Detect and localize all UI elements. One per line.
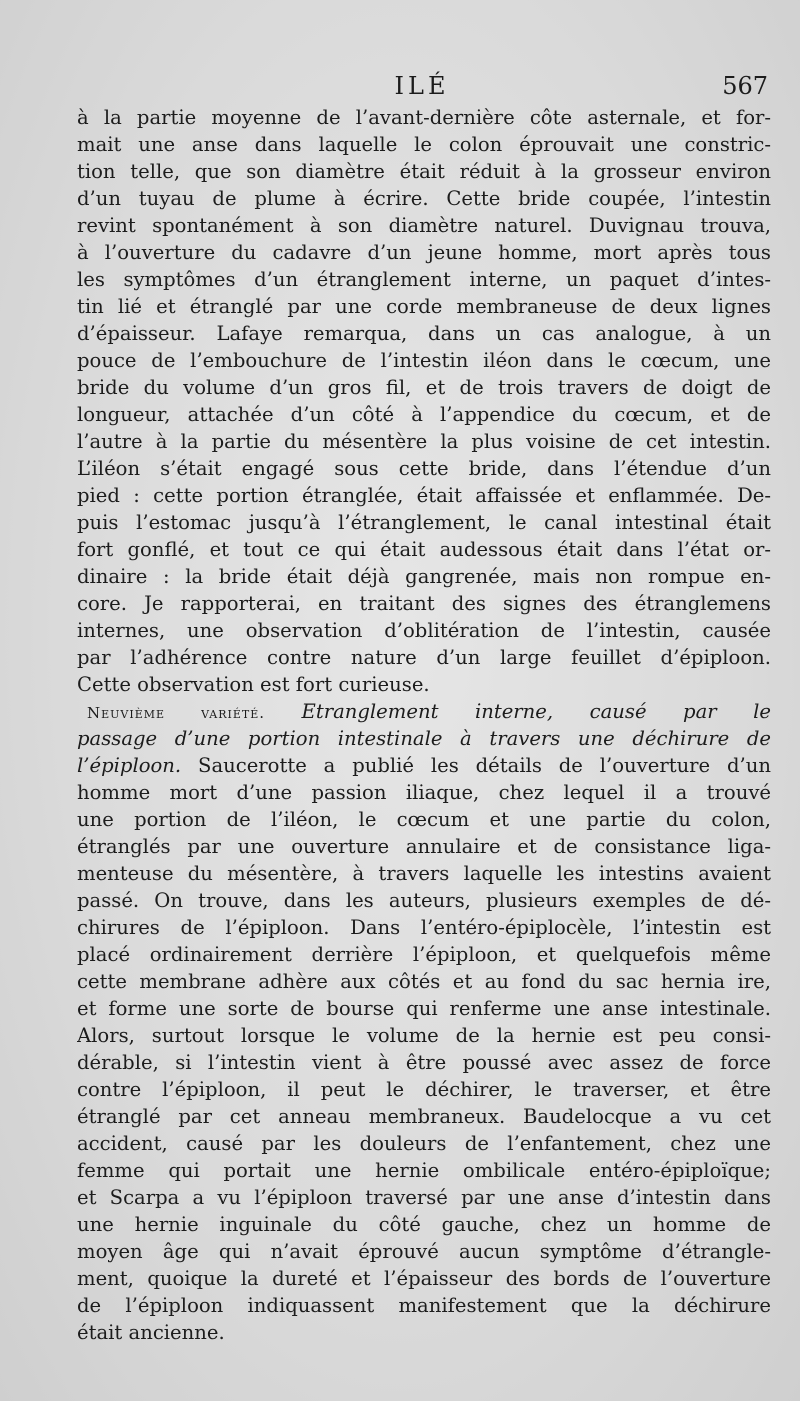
text-line: femme qui portait une hernie ombilicale entéro-épiploïque; (77, 1159, 771, 1182)
section-title-part3: l’épiploon. (77, 754, 182, 777)
text-line: accident, causé par les douleurs de l’enfantement, chez une (77, 1132, 771, 1155)
page-number: 567 (722, 72, 768, 100)
text-line: puis l’estomac jusqu’à l’étranglement, le canal intestinal était (77, 511, 771, 534)
text-line: une hernie inguinale du côté gauche, chez un homme de (77, 1213, 771, 1236)
text-line: de l’épiploon indiquassent manifestement que la déchirure (77, 1294, 771, 1317)
text-line: à la partie moyenne de l’avant-dernière côte asternale, et for- (77, 106, 771, 129)
text-line: était ancienne. (77, 1321, 225, 1344)
text-line: une portion de l’iléon, le cœcum et une partie du colon, (77, 808, 771, 831)
body-text (77, 104, 771, 1346)
text-line: longueur, attachée d’un côté à l’appendice du cœcum, et de (77, 403, 771, 426)
text-line: Alors, surtout lorsque le volume de la hernie est peu consi- (77, 1024, 771, 1047)
text-line: d’un tuyau de plume à écrire. Cette bride coupée, l’intestin (77, 187, 771, 210)
text-line: étranglés par une ouverture annulaire et de consistance liga- (77, 835, 771, 858)
text-line: core. Je rapporterai, en traitant des signes des étranglemens (77, 592, 771, 615)
section-text-part3: Saucerotte a publié les détails de l’ouverture d’un (198, 754, 771, 777)
text-line: pouce de l’embouchure de l’intestin iléon dans le cœcum, une (77, 349, 771, 372)
text-line: et forme une sorte de bourse qui renferme une anse intestinale. (77, 997, 771, 1020)
section-title-line3 (77, 752, 771, 779)
text-line: les symptômes d’un étranglement interne, un paquet d’intes- (77, 268, 771, 291)
section-heading-line (77, 698, 771, 725)
text-line: étranglé par cet anneau membraneux. Baudelocque a vu cet (77, 1105, 771, 1128)
paragraph-duvignau-lafaye (77, 104, 771, 698)
text-line: mait une anse dans laquelle le colon éprouvait une constric- (77, 133, 771, 156)
page-header (76, 72, 768, 104)
text-line: chirures de l’épiploon. Dans l’entéro-épiplocèle, l’intestin est (77, 916, 771, 939)
paragraph-saucerotte-scarpa (77, 779, 771, 1346)
section-title-line2: passage d’une portion intestinale à travers une déchirure de (77, 727, 771, 750)
text-line: internes, une observation d’oblitération de l’intestin, causée (77, 619, 771, 642)
text-line: dinaire : la bride était déjà gangrenée, mais non rompue en- (77, 565, 771, 588)
text-line: menteuse du mésentère, à travers laquelle les intestins avaient (77, 862, 771, 885)
text-line: contre l’épiploon, il peut le déchirer, le traverser, et être (77, 1078, 771, 1101)
text-line: l’autre à la partie du mésentère la plus voisine de cet intestin. (77, 430, 771, 453)
text-line: L’iléon s’était engagé sous cette bride, dans l’étendue d’un (77, 457, 771, 480)
text-line: tin lié et étranglé par une corde membraneuse de deux lignes (77, 295, 771, 318)
text-line: fort gonflé, et tout ce qui était audessous était dans l’état or- (77, 538, 771, 561)
text-line: placé ordinairement derrière l’épiploon, et quelquefois même (77, 943, 771, 966)
text-line: moyen âge qui n’avait éprouvé aucun symptôme d’étrangle- (77, 1240, 771, 1263)
text-line: passé. On trouve, dans les auteurs, plusieurs exemples de dé- (77, 889, 771, 912)
text-line: et Scarpa a vu l’épiploon traversé par une anse d’intestin dans (77, 1186, 771, 1209)
section-label: Neuvième variété. (87, 704, 266, 722)
text-line: d’épaisseur. Lafaye remarqua, dans un cas analogue, à un (77, 322, 771, 345)
text-line: Cette observation est fort curieuse. (77, 673, 430, 696)
text-line: pied : cette portion étranglée, était affaissée et enflammée. De- (77, 484, 771, 507)
text-line: ment, quoique la dureté et l’épaisseur des bords de l’ouverture (77, 1267, 771, 1290)
text-line: homme mort d’une passion iliaque, chez lequel il a trouvé (77, 781, 771, 804)
running-title: ILÉ (394, 72, 450, 100)
text-line: dérable, si l’intestin vient à être poussé avec assez de force (77, 1051, 771, 1074)
text-line: tion telle, que son diamètre était réduit à la grosseur environ (77, 160, 771, 183)
text-line: par l’adhérence contre nature d’un large feuillet d’épiploon. (77, 646, 771, 669)
text-line: à l’ouverture du cadavre d’un jeune homme, mort après tous (77, 241, 771, 264)
text-line: bride du volume d’un gros fil, et de trois travers de doigt de (77, 376, 771, 399)
text-line: revint spontanément à son diamètre naturel. Duvignau trouva, (77, 214, 771, 237)
text-line: cette membrane adhère aux côtés et au fond du sac hernia ire, (77, 970, 771, 993)
section-title-part1: Etranglement interne, causé par le (301, 700, 771, 723)
